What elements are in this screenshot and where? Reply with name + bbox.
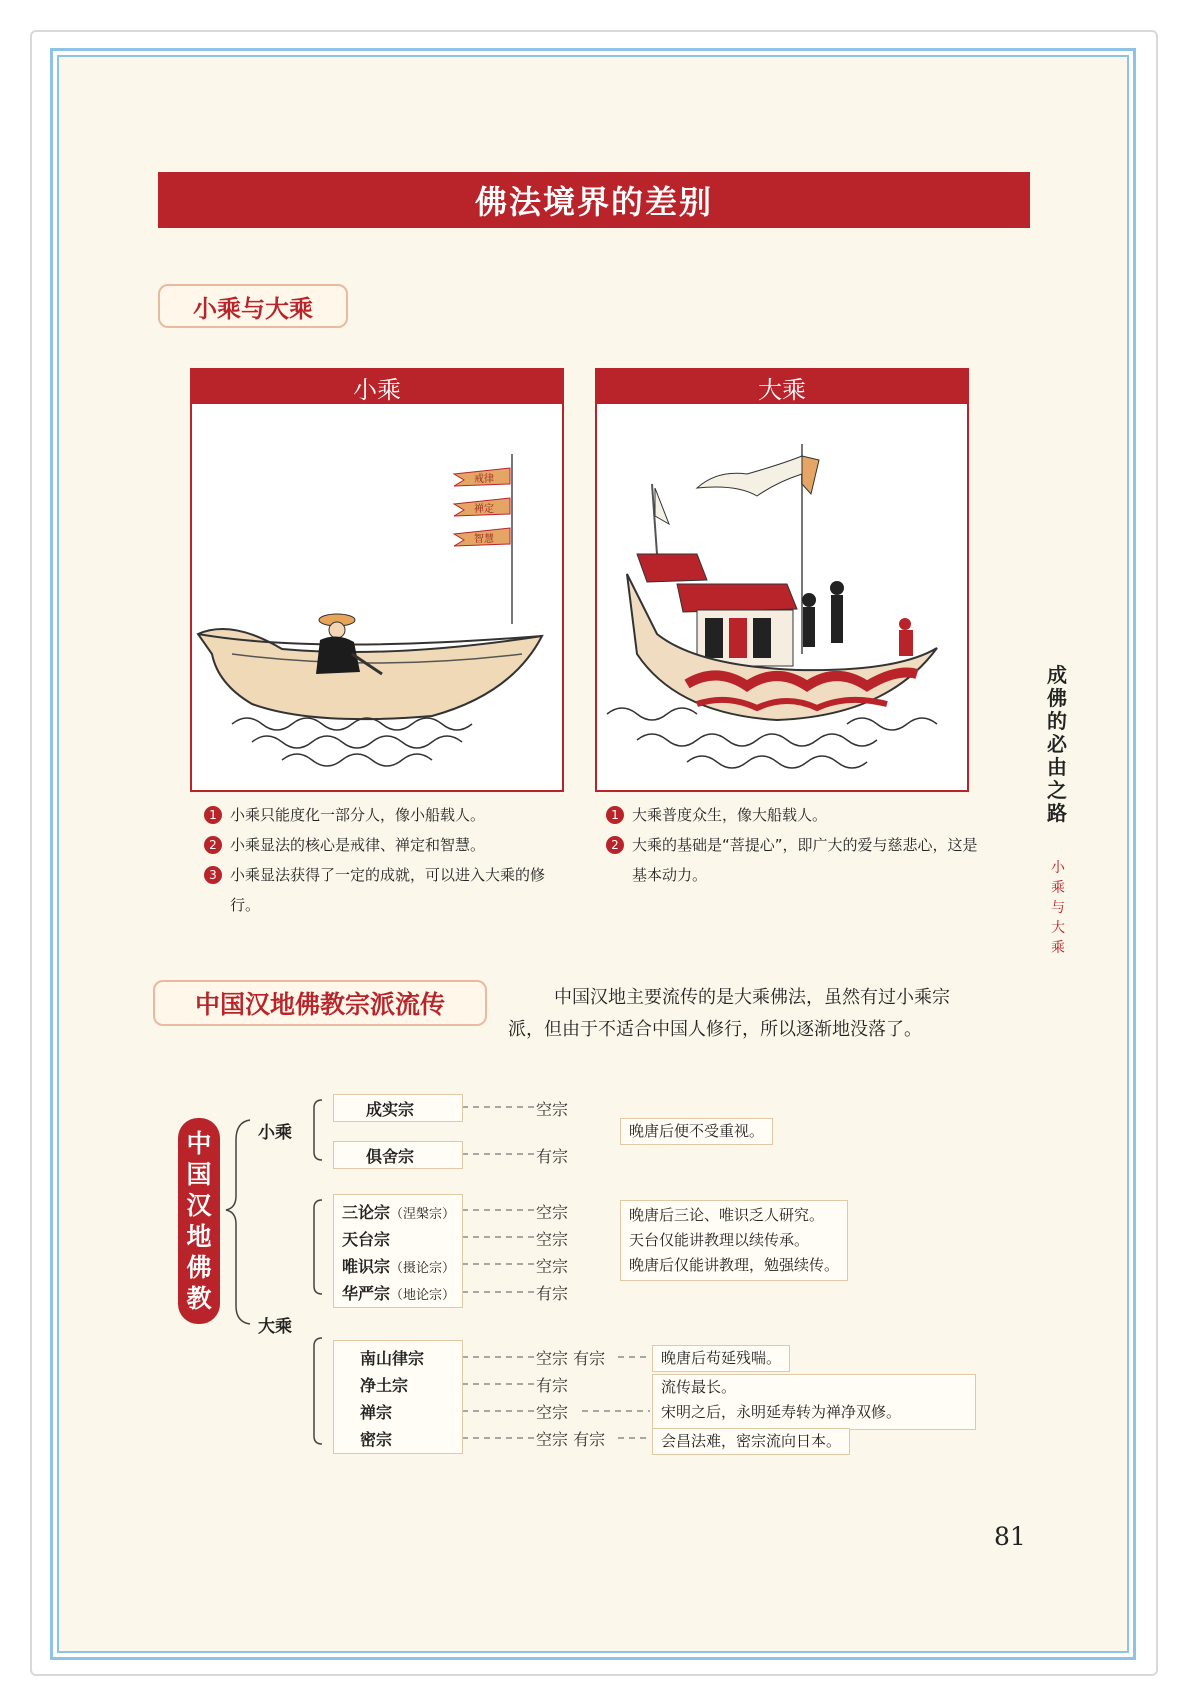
- school-zong: 空宗: [536, 1203, 569, 1222]
- dacheng-heading: 大乘: [597, 370, 967, 404]
- school-zong: 空宗: [536, 1403, 569, 1422]
- jingtu-chan-notes: 流传最长。 宋明之后，永明延寿转为禅净双修。: [652, 1374, 976, 1430]
- school-name: 俱舍宗: [366, 1147, 415, 1166]
- branch-label-dacheng: 大乘: [258, 1317, 292, 1337]
- school-name: 成实宗: [366, 1100, 415, 1119]
- sidebar-chapter-title: 成佛的必由之路: [1047, 663, 1067, 825]
- school-name: 三论宗（涅槃宗）: [342, 1203, 456, 1222]
- school-zong: 空宗 有宗: [536, 1430, 606, 1449]
- school-name: 华严宗（地论宗）: [342, 1284, 456, 1303]
- svg-text:禅定: 禅定: [474, 504, 494, 515]
- school-zong: 空宗: [536, 1257, 569, 1276]
- xiaocheng-history-note: 晚唐后便不受重视。: [620, 1118, 773, 1145]
- school-zong: 空宗 有宗: [536, 1349, 606, 1368]
- school-name: 禅宗: [360, 1403, 393, 1422]
- note-item: 2 大乘的基础是“菩提心”，即广大的爱与慈悲心，这是基本动力。: [606, 830, 986, 890]
- svg-text:戒律: 戒律: [474, 474, 494, 485]
- school-zong: 空宗: [536, 1100, 569, 1119]
- section-tag-xiaocheng-dacheng: 小乘与大乘: [158, 284, 348, 328]
- school-name: 密宗: [360, 1430, 393, 1449]
- school-zong: 有宗: [536, 1284, 569, 1303]
- nanshan-note: 晚唐后苟延残喘。: [652, 1345, 790, 1372]
- school-zong: 有宗: [536, 1147, 569, 1166]
- note-item: 2 小乘显法的核心是戒律、禅定和智慧。: [204, 830, 554, 860]
- section-tag-schools: 中国汉地佛教宗派流传: [153, 980, 487, 1026]
- school-zong: 有宗: [536, 1376, 569, 1395]
- school-zong: 空宗: [536, 1230, 569, 1249]
- school-name: 天台宗: [342, 1230, 391, 1249]
- page-title: 佛法境界的差别: [158, 172, 1030, 228]
- svg-text:智慧: 智慧: [474, 534, 494, 545]
- dacheng-group1-notes: 晚唐后三论、唯识乏人研究。 天台仅能讲教理以续传承。 晚唐后仅能讲教理，勉强续传。: [620, 1200, 848, 1281]
- note-item: 1 大乘普度众生，像大船载人。: [606, 800, 986, 830]
- branch-label-xiaocheng: 小乘: [258, 1123, 292, 1143]
- school-name: 南山律宗: [360, 1349, 425, 1368]
- sidebar-section-title: 小乘与大乘: [1051, 860, 1065, 956]
- school-name: 唯识宗（摄论宗）: [342, 1257, 456, 1276]
- school-name: 净土宗: [360, 1376, 409, 1395]
- mizong-note: 会昌法难，密宗流向日本。: [652, 1428, 850, 1455]
- note-item: 1 小乘只能度化一部分人，像小船载人。: [204, 800, 554, 830]
- root-label-chinese-buddhism: 中国汉地佛教: [178, 1118, 220, 1324]
- intro-line: 派，但由于不适合中国人修行，所以逐渐地没落了。: [508, 1019, 922, 1040]
- note-item: 3 小乘显法获得了一定的成就，可以进入大乘的修行。: [204, 860, 554, 920]
- intro-line: 中国汉地主要流传的是大乘佛法，虽然有过小乘宗: [554, 987, 950, 1008]
- xiaocheng-heading: 小乘: [192, 370, 562, 404]
- page-number: 81: [994, 1522, 1026, 1551]
